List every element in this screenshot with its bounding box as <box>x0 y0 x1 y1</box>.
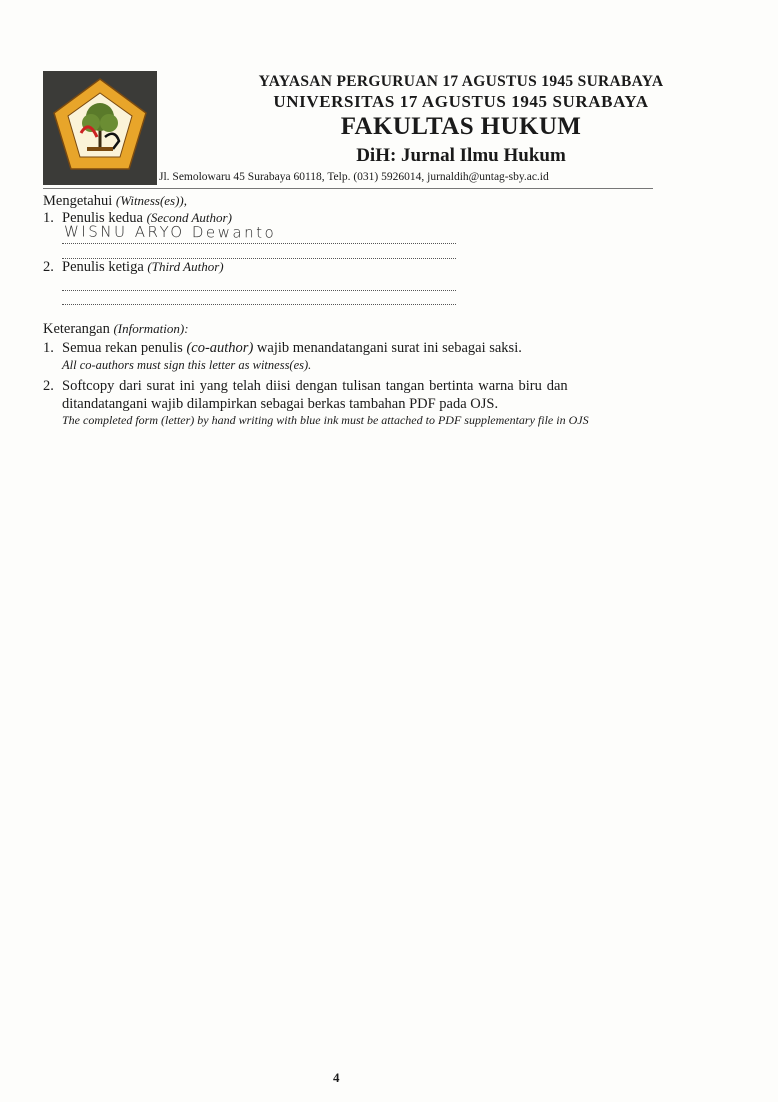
second-author-handwritten-name: WISNU ARYO Dewanto <box>63 222 277 242</box>
witness-heading: Mengetahui (Witness(es)), <box>43 193 188 209</box>
third-author-label: Penulis ketiga (Third Author) <box>62 259 224 275</box>
second-author-label: Penulis kedua (Second Author) <box>62 210 232 226</box>
information-item-1-text: Semua rekan penulis (co-author) wajib menandatangani surat ini sebagai saksi. <box>62 340 522 356</box>
page-number: 4 <box>333 1070 340 1085</box>
dotted-line <box>62 290 456 291</box>
witness-item-number: 2. <box>43 259 54 275</box>
journal-name: DiH: Jurnal Ilmu Hukum <box>356 145 566 166</box>
information-item-number: 1. <box>43 340 54 356</box>
faculty-name: FAKULTAS HUKUM <box>340 113 582 140</box>
university-name: UNIVERSITAS 17 AGUSTUS 1945 SURABAYA <box>273 92 649 111</box>
header-divider <box>43 188 653 189</box>
information-item-number: 2. <box>43 378 54 394</box>
university-seal-icon <box>43 71 157 185</box>
witness-item-number: 1. <box>43 210 54 226</box>
information-item-2-english: The completed form (letter) by hand writing with blue ink must be attached to PDF supplementary file in OJS <box>62 413 589 427</box>
information-item-2-line2: ditandatangani wajib dilampirkan sebagai berkas tambahan PDF pada OJS. <box>62 396 499 412</box>
dotted-line <box>62 243 456 244</box>
dotted-line <box>62 304 456 305</box>
information-item-2-line1: Softcopy dari surat ini yang telah diisi dengan tulisan tangan bertinta warna biru dan <box>62 378 568 394</box>
information-heading: Keterangan (Information): <box>43 321 189 337</box>
information-item-1-english: All co-authors must sign this letter as witness(es). <box>62 358 312 372</box>
foundation-name: YAYASAN PERGURUAN 17 AGUSTUS 1945 SURABAYA <box>258 73 664 90</box>
address-line: Jl. Semolowaru 45 Surabaya 60118, Telp. (031) 5926014, jurnaldih@untag-sby.ac.id <box>159 171 549 183</box>
